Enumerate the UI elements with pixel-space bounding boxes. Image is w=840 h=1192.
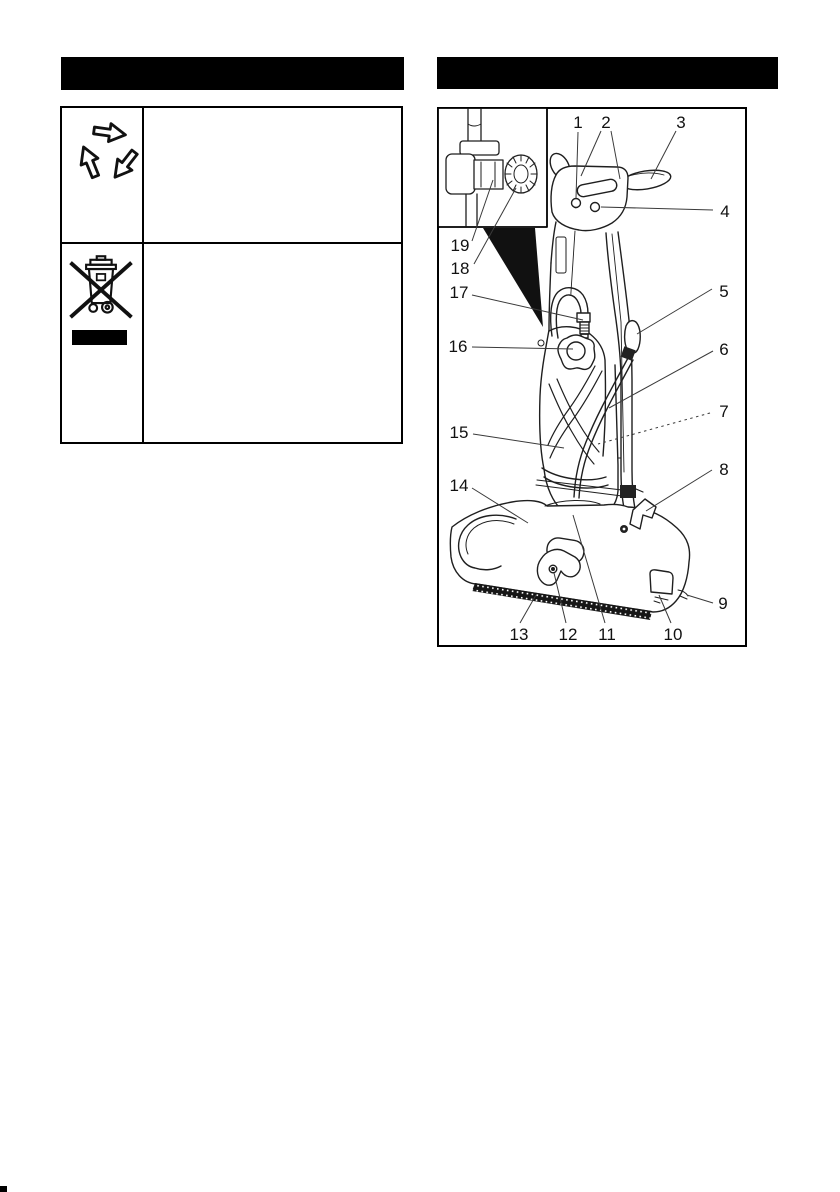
table-column-divider xyxy=(142,108,144,442)
callout-12: 12 xyxy=(558,625,578,644)
recycling-arrows-icon xyxy=(74,116,142,190)
callout-16: 16 xyxy=(448,337,468,356)
callout-2: 2 xyxy=(601,113,611,132)
symbol-description-cell xyxy=(152,254,392,434)
callout-5: 5 xyxy=(719,282,729,301)
knurled-knob xyxy=(505,155,537,193)
callout-10: 10 xyxy=(663,625,683,644)
callout-6: 6 xyxy=(719,340,729,359)
callout-19: 19 xyxy=(450,236,470,255)
callout-1: 1 xyxy=(573,113,583,132)
callout-15: 15 xyxy=(449,423,469,442)
callout-9: 9 xyxy=(718,594,728,613)
table-row-divider xyxy=(62,242,401,244)
left-section-header-bar xyxy=(61,57,404,90)
symbol-description-cell xyxy=(152,118,392,233)
right-section-header-bar xyxy=(437,57,778,89)
callout-4: 4 xyxy=(720,202,730,221)
inset-detail-box xyxy=(438,108,547,227)
callout-14: 14 xyxy=(449,476,469,495)
callout-8: 8 xyxy=(719,460,729,479)
parts-diagram-svg xyxy=(437,107,747,647)
callout-13: 13 xyxy=(509,625,529,644)
callout-17: 17 xyxy=(449,283,469,302)
parts-diagram-figure xyxy=(437,107,747,647)
page-corner-mark xyxy=(0,1186,7,1192)
callout-3: 3 xyxy=(676,113,686,132)
callout-18: 18 xyxy=(450,259,470,278)
weee-crossed-out-bin-icon xyxy=(65,252,137,320)
tank-cap-knob xyxy=(558,335,595,370)
callout-7: 7 xyxy=(719,402,729,421)
symbol-table xyxy=(60,106,403,444)
weee-black-bar xyxy=(72,330,127,345)
callout-11: 11 xyxy=(598,625,616,644)
